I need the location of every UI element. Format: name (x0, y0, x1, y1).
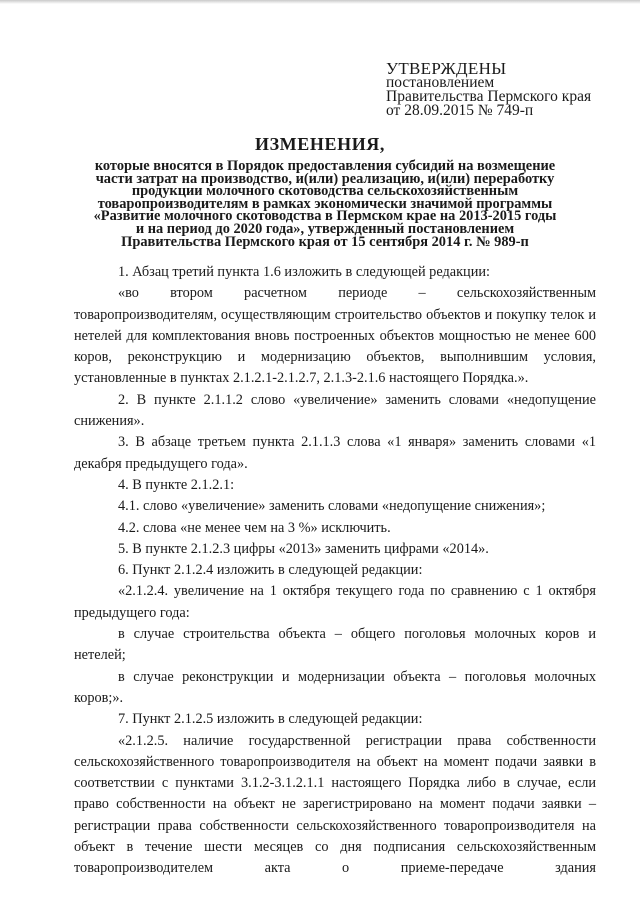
paragraph: 5. В пункте 2.1.2.3 цифры «2013» заменить цифрами «2014». (118, 540, 489, 557)
approval-line: от 28.09.2015 № 749-п (386, 102, 534, 119)
approval-line: постановлением (386, 74, 495, 91)
document-title: ИЗМЕНЕНИЯ, (254, 134, 385, 154)
paragraph: 6. Пункт 2.1.2.4 изложить в следующей редакции: (118, 562, 423, 579)
subtitle-line: Правительства Пермского края от 15 сентября 2014 г. № 989-п (121, 233, 529, 250)
paragraph: «2.1.2.4. увеличение на 1 октября текущего года по сравнению с 1 октября предыдущего года: (74, 583, 596, 621)
paragraph: 1. Абзац третий пункта 1.6 изложить в следующей редакции: (118, 264, 490, 280)
paragraph: 2. В пункте 2.1.1.2 слово «увеличение» заменить словами «недопущение снижения». (74, 391, 596, 430)
subtitle-line: товаропроизводителям в рамках экономически значимой программы (97, 195, 553, 212)
subtitle-line: продукции молочного скотоводства сельскохозяйственным (131, 183, 519, 200)
subtitle-line: которые вносятся в Порядок предоставления субсидий на возмещение (94, 158, 556, 174)
paragraph: в случае реконструкции и модернизации объекта – поголовья молочных коров;». (74, 668, 596, 706)
subtitle-line: части затрат на производство, и(или) реализацию, и(или) переработку (95, 170, 555, 187)
approval-heading: УТВЕРЖДЕНЫ (386, 59, 507, 78)
paragraph: 7. Пункт 2.1.2.5 изложить в следующей редакции: (118, 711, 423, 728)
approval-line: Правительства Пермского края (386, 88, 592, 105)
paragraph: в случае строительства объекта – общего поголовья молочных коров и нетелей; (74, 626, 596, 664)
document-body (74, 262, 596, 880)
paragraph: «2.1.2.5. наличие государственной регистрации права собственности сельскохозяйственного товаропроизводителя на объект на момент подачи заявки в соответствии с пунктами 3.1.2-3.1.2.1.1 настоящего Порядка либо в случае, если право собственности на объект не зарегистрировано на момент подачи заявки – регистрации права собственности сельскохозяйственного товаропроизводителя на объект в течение шести месяцев со дня подписания сельскохозяйственным товаропроизводителем акта о приеме-передаче здания (74, 732, 596, 877)
paragraph: 4.1. слово «увеличение» заменить словами «недопущение снижения»; (118, 498, 546, 515)
scan-top-edge (0, 0, 640, 4)
approval-stamp (386, 59, 592, 119)
subtitle-line: и на период до 2020 года», утвержденный постановлением (135, 220, 515, 237)
document-subtitle (80, 160, 570, 248)
subtitle-line: «Развитие молочного скотоводства в Пермском крае на 2013-2015 годы (93, 208, 557, 225)
paragraph: 4.2. слова «не менее чем на 3 %» исключить. (118, 519, 391, 536)
paragraph: 3. В абзаце третьем пункта 2.1.1.3 слова «1 января» заменить словами «1 декабря предыдущего года». (74, 434, 596, 472)
paragraph: «во втором расчетном периоде – сельскохозяйственным товаропроизводителям, осуществляющим строительство объектов и покупку телок и нетелей для комплектования вновь построенных объектов мощностью не менее 600 коров, реконструкцию и модернизацию объектов, выполнившим условия, установленные в пунктах 2.1.2.1-2.1.2.7, 2.1.3-2.1.6 настоящего Порядка.». (74, 285, 596, 387)
paragraph: 4. В пункте 2.1.2.1: (118, 476, 235, 493)
